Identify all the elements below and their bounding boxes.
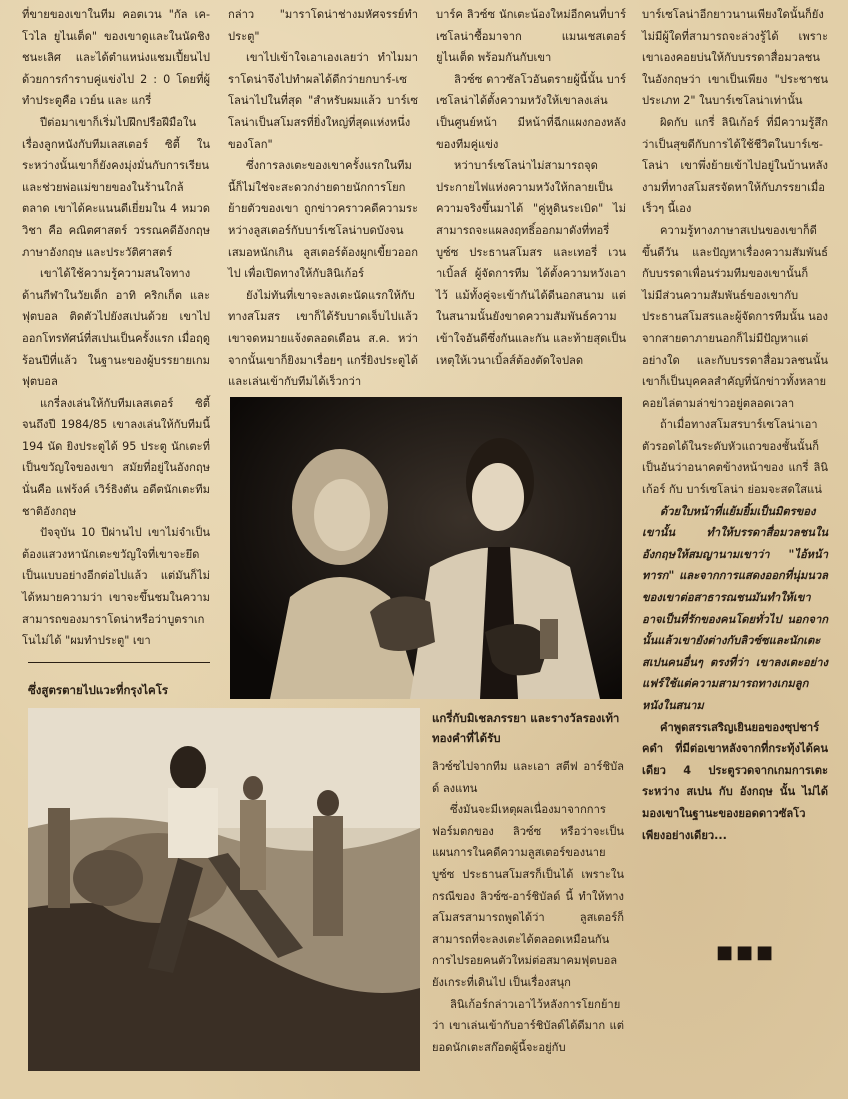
article-column-1 bbox=[22, 4, 210, 654]
paragraph: ลิวซ์ซ ดาวซัลโวอันตรายผู้นี้นั้น บาร์เซโลน่าได้ตั้งความหวังให้เขาลงเล่นเป็นศูนย์หน้า มีหน้าที่ฉีกแผงกองหลังของทีมคู่แข่ง bbox=[436, 72, 626, 151]
photo-couple-golden-boot bbox=[230, 397, 622, 699]
paragraph: เขาได้ใช้ความรู้ความสนใจทางด้านกีฬาในวัยเด็ก อาทิ คริกเก็ต และฟุตบอล ติดตัวไปยังสเปนด้วย เขาไปออกโทรทัศน์ที่สเปนเป็นครั้งแรก เมื่อฤดูร้อนปีที่แล้ว ในฐานะของผู้บรรยายเกมฟุตบอล bbox=[22, 267, 210, 389]
paragraph: คำพูดสรรเสริญเยินยอของซุปชาร์คดำ ที่มีต่อเขาหลังจากที่กระทุ้งได้คนเดียว 4 ประตูรวดจากเกมการเตะระหว่าง สเปน กับ อังกฤษ นั้น ไม่ได้มองเขาในฐานะของยอดดาวซัลโวเพียงอย่างเดียว... bbox=[642, 720, 828, 842]
photo-cairo bbox=[28, 708, 420, 1071]
article-column-2 bbox=[228, 4, 418, 389]
paragraph: ยังไม่ทันที่เขาจะลงเตะนัดแรกให้กับทางสโมสร เขาก็ได้รับบาดเจ็บไปแล้ว เขาจดหมายแจ้งตลอดเดือน ส.ค. หว่าจากนั้นเขาก็ยิงมาเรื่อยๆ แกรี่ยิงประตูได้ และเล่นเข้ากับทีมได้เร็วกว่า bbox=[228, 288, 418, 389]
paragraph: ผิดกับ แกรี่ ลินิเก้อร์ ที่มีความรู้สึกว่าเป็นสุขดีกับการได้ใช้ชีวิตในบาร์เซ-โลน่า เขาพึ่งย้ายเข้าไปอยู่ในบ้านหลังงามที่ทางสโมสรจัดหาให้กับภรรยาเมื่อเร็วๆ นี้เอง bbox=[642, 115, 828, 216]
paragraph: เขาไปเข้าใจเอาเองเลยว่า ทำไมมาราโดน่าจึงไปทำผลได้ดีกว่ายกบาร์-เซโลน่าไปในที่สุด "สำหรับผมแล้ว บาร์เซโลน่าเป็นสโมสรที่ยิ่งใหญ่ที่สุดแห่งหนึ่งของโลก" bbox=[228, 51, 418, 151]
paragraph: ความรู้ทางภาษาสเปนของเขาก็ดีขึ้นดีวัน และปัญหาเรื่องความสัมพันธ์กับบรรดาเพื่อนร่วมทีมของเขานั้นก็ไม่มีส่วนความสัมพันธ์ของเขากับประธานสโมสรและผู้จัดการทีมนั้น นองจากสายตาภายนอกก็ไม่มีปัญหาแต่อย่างใด และกับบรรดาสื่อมวลชนนั้น เขาก็เป็นบุคคลสำคัญที่นักข่าวทั้งหลายคอยไล่ตามล่าข่าวอยู่ตลอดเวลา bbox=[642, 223, 828, 410]
paragraph: กล่าว "มาราโดน่าช่างมหัศจรรย์ทำประตู" bbox=[228, 8, 418, 43]
article-column-3-continued bbox=[432, 756, 624, 1092]
end-of-article-mark: ■■■ bbox=[716, 942, 777, 963]
article-column-4 bbox=[642, 4, 828, 924]
paragraph: ปัจจุบัน 10 ปีผ่านไป เขาไม่จำเป็นต้องแสวงหานักเตะขวัญใจที่เขาจะยึดเป็นแบบอย่างอีกต่อไปแล้ว แต่มันก็ไม่ได้หมายความว่า เขาจะขึ้นชมในความสามารถของมาราโดน่าหรือว่าบูตราเกโนไม่ได้ "ผมทำประตู" เขา bbox=[22, 526, 210, 648]
paragraph: แกรี่ลงเล่นให้กับทีมเลสเตอร์ ซิตี้ จนถึงปี 1984/85 เขาลงเล่นให้กับทีมนี้ 194 นัด ยิงประตูได้ 95 ประตู นักเตะที่เป็นขวัญใจของเขา สมัยที่อยู่ในอังกฤษนั่นคือ แฟร้งค์ เวิร์ธิงตัน อดีตนักเตะทีมชาติอังกฤษ bbox=[22, 396, 210, 518]
paragraph: ลิวซ์ซไปจากทีม และเอา สตีฟ อาร์ชิบัลด์ ลงแทน bbox=[432, 760, 624, 795]
paragraph: ถ้าเมื่อทางสโมสรบาร์เซโลน่าเอาตัวรอดได้ในระดับหัวแถวของชั้นนั้นก็เป็นอันว่าอนาคตข้างหน้าของ แกรี่ ลินิเก้อร์ กับ บาร์เซโลน่า ย่อมจะสดใสแน่ bbox=[642, 418, 828, 497]
paragraph: ปีต่อมาเขาก็เริ่มไปฝึกปรือฝีมือในเรื่องลูกหนังกับทีมเลสเตอร์ ซิตี้ ในระหว่างนั้นเขาก็ยังคงมุ่งมั่นกับการเรียน และช่วยพ่อแม่ขายของในร้านใกล้ตลาด เขาได้คะแนนดีเยี่ยมใน 4 หมวดวิชา คือ คณิตศาสตร์ วรรณคดีอังกฤษ ภาษาอังกฤษ และประวัติศาสตร์ bbox=[22, 115, 210, 259]
paragraph: ซึ่งการลงเตะของเขาครั้งแรกในทีมนี้ก็ไม่ใช่จะสะดวกง่ายดายนักการโยกย้ายตัวของเขา ถูกข่าวคราวคดีความระหว่างลูสเตอร์กับบาร์เซโลน่าบดบังจนเสมอหนักเกิน ลูสเตอร์ต้องผูกเขี้ยวออกไป เพื่อเปิดทางให้กับลินิเก้อร์ bbox=[228, 159, 418, 281]
photo-caption: แกรี่กับมิเชลภรรยา และรางวัลรองเท้าทองคำที่ได้รับ bbox=[432, 711, 620, 745]
paragraph: หว่าบาร์เซโลน่าไม่สามารถจุดประกายไฟแห่งความหวังให้กลายเป็นความจริงขึ้นมาได้ "คู่หูดินระเบิด" ไม่สามารถจะแผลงฤทธิ์ออกมาดังที่ทอรี่ บูซ์ซ ประธานสโมสร และเทอรี่ เวนาเบิ้ลส์ ผู้จัดการทีม ได้ตั้งความหวังเอาไว้ แม้ทั้งคู่จะเข้ากันได้ดีนอกสนาม แต่ในสนามนั้นยังขาดความสัมพันธ์ความเข้าใจอันดีซึ่งกันและกัน และท้ายสุดเป็นเหตุให้เวนาเบิ้ลส์ต้องตัดใจปลด bbox=[436, 159, 626, 367]
paragraph: ลินิเก้อร์กล่าวเอาไว้หลังการโยกย้ายว่า เขาเล่นเข้ากับอาร์ชิบัลด์ได้ดีมาก แต่ยอดนักเตะสก๊อตผู้นี้จะอยู่กับ bbox=[432, 997, 624, 1054]
article-column-3 bbox=[436, 4, 626, 370]
paragraph: ด้วยใบหน้าที่แย้มยิ้มเป็นมิตรของเขานั้น ทำให้บรรดาสื่อมวลชนในอังกฤษให้สมญานามเขาว่า "ไอ้หน้าทารก" และจากการแสดงออกที่นุ่มนวลของเขาต่อสาธารณชนมันทำให้เขาอาจเป็นที่รักของคนโดยทั่วไป นอกจากนั้นแล้วเขายังต่างกับลิวซ์ซและนักเตะสเปนคนอื่นๆ ตรงที่ว่า เขาลงเตะอย่างแฟร์ใช้แต่ความสามารถทางเกมลูกหนังในสนาม bbox=[642, 504, 828, 712]
paragraph: บาร์ค ลิวซ์ซ นักเตะน้องใหม่อีกคนที่บาร์เซโลน่าซื้อมาจาก แมนเชสเตอร์ ยูไนเต็ด พร้อมกันกับเขา bbox=[436, 8, 626, 65]
paragraph: บาร์เซโลน่าอีกยาวนานเพียงใดนั้นก็ยังไม่มีผู้ใดที่สามารถจะล่วงรู้ได้ เพราะเขาเองคอยบ่นให้กับบรรดาสื่อมวลชนในอังกฤษว่า เขาเป็นเพียง "ประชาชนประเภท 2" ในบาร์เซโลน่าเท่านั้น bbox=[642, 8, 828, 108]
paragraph: ซึ่งมันจะมีเหตุผลเนื่องมาจากการฟอร์มตกของ ลิวซ์ซ หรือว่าจะเป็นแผนการในคดีความลูสเตอร์ของนายบูซ์ซ ประธานสโมสรก็เป็นได้ เพราะในกรณีของ ลิวซ์ซ-อาร์ชิบัลด์ นี้ ทำให้ทางสโมสรสามารถพูดได้ว่า ลูสเตอร์ก็สามารถที่จะลงเตะได้ตลอดเหมือนกัน การไปรอยคนตัวใหม่ต่อสมาคมฟุตบอลยังเกระที่เดินไป เป็นเรื่องสนุก bbox=[432, 803, 624, 989]
divider bbox=[28, 662, 210, 663]
photo-caption: ซึ่งสูตรตายไปแวะที่กรุงไคโร bbox=[28, 683, 169, 697]
paragraph: ที่ขายของเขาในทีม คอตเวน "กัล เค-โวไล ยูไนเต็ด" ของเขาดูและในนัดชิงชนะเลิศ และได้ตำแหน่งแชมเปี้ยนไปด้วยการกำราบคู่แข่งไป 2 : 0 โดยที่ผู้ทำประตูคือ เวย์น และ แกรี่ bbox=[22, 8, 210, 108]
